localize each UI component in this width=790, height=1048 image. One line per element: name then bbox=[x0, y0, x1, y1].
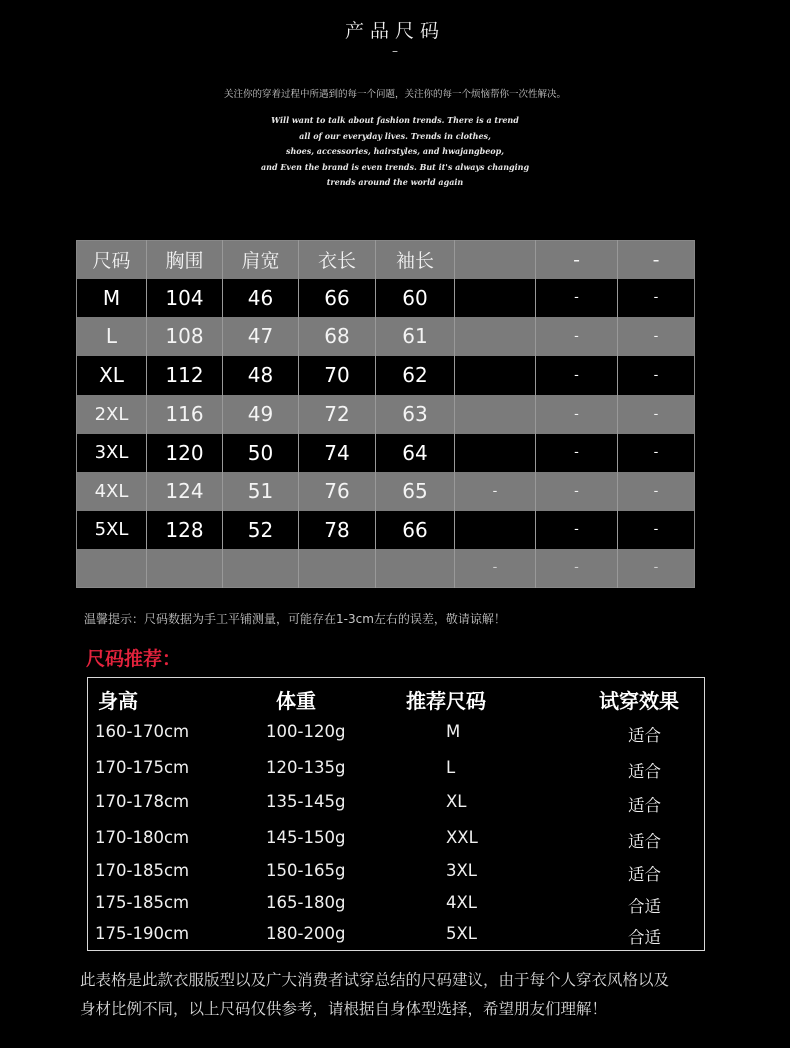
recommend-height: 170-185cm bbox=[95, 861, 190, 880]
cell-shoulder: 46 bbox=[223, 279, 299, 317]
cell-extra-3: - bbox=[618, 434, 695, 472]
recommend-height: 175-185cm bbox=[95, 893, 190, 912]
cell-extra-3: - bbox=[618, 472, 695, 511]
cell-extra-1 bbox=[455, 317, 536, 356]
size-table-row bbox=[77, 511, 695, 549]
cell-extra-1: - bbox=[455, 472, 536, 511]
cell-extra-2: - bbox=[536, 279, 618, 317]
size-table bbox=[76, 240, 695, 588]
cell-shoulder: 48 bbox=[223, 356, 299, 395]
recommend-height: 170-180cm bbox=[95, 828, 190, 847]
recommend-fit: 适合 bbox=[628, 796, 661, 815]
size-table-row bbox=[77, 472, 695, 511]
recommend-fit: 合适 bbox=[628, 928, 661, 947]
cell-chest bbox=[147, 549, 223, 588]
cell-chest: 104 bbox=[147, 279, 223, 317]
cell-sleeve: 64 bbox=[376, 434, 455, 472]
cell-chest: 112 bbox=[147, 356, 223, 395]
cell-extra-2: - bbox=[536, 511, 618, 549]
intro-english-line: trends around the world again bbox=[326, 177, 464, 187]
size-table-row bbox=[77, 279, 695, 317]
cell-length: 76 bbox=[299, 472, 376, 511]
cell-length: 70 bbox=[299, 356, 376, 395]
recommend-fit: 适合 bbox=[628, 726, 661, 745]
recommend-size: 3XL bbox=[446, 861, 477, 880]
recommend-size: 4XL bbox=[446, 893, 477, 912]
cell-extra-2: - bbox=[536, 472, 618, 511]
cell-chest: 120 bbox=[147, 434, 223, 472]
intro-english-text bbox=[0, 113, 790, 191]
recommend-weight: 145-150g bbox=[266, 828, 346, 847]
cell-extra-2: - bbox=[536, 434, 618, 472]
cell-extra-1: - bbox=[455, 549, 536, 588]
cell-extra-3: - bbox=[618, 317, 695, 356]
cell-extra-1 bbox=[455, 511, 536, 549]
cell-size: 3XL bbox=[77, 434, 147, 472]
cell-sleeve: 66 bbox=[376, 511, 455, 549]
recommend-weight: 135-145g bbox=[266, 792, 346, 811]
header-fit-effect: 试穿效果 bbox=[599, 689, 679, 713]
recommend-weight: 165-180g bbox=[266, 893, 346, 912]
recommend-size: XL bbox=[446, 792, 467, 811]
cell-length: 衣长 bbox=[299, 241, 376, 279]
recommend-fit: 适合 bbox=[628, 762, 661, 781]
cell-length: 66 bbox=[299, 279, 376, 317]
intro-english-line: and Even the brand is even trends. But it's always changing bbox=[260, 161, 530, 172]
recommend-height: 160-170cm bbox=[95, 722, 190, 741]
cell-extra-1 bbox=[455, 356, 536, 395]
cell-extra-2: - bbox=[536, 241, 618, 279]
cell-shoulder: 52 bbox=[223, 511, 299, 549]
cell-sleeve: 袖长 bbox=[376, 241, 455, 279]
cell-extra-3: - bbox=[618, 511, 695, 549]
cell-extra-1 bbox=[455, 395, 536, 434]
recommend-row bbox=[88, 722, 704, 752]
footer-disclaimer bbox=[80, 966, 740, 1024]
recommend-height: 175-190cm bbox=[95, 924, 190, 943]
cell-length: 78 bbox=[299, 511, 376, 549]
cell-extra-2: - bbox=[536, 549, 618, 588]
recommend-fit: 合适 bbox=[628, 897, 661, 916]
cell-sleeve: 63 bbox=[376, 395, 455, 434]
header-height: 身高 bbox=[98, 689, 138, 713]
recommend-table bbox=[87, 677, 705, 951]
cell-shoulder: 肩宽 bbox=[223, 241, 299, 279]
cell-size: 5XL bbox=[77, 511, 147, 549]
intro-english-line: shoes, accessories, hairstyles, and hwajangbeop, bbox=[285, 146, 505, 156]
recommend-row bbox=[88, 792, 704, 822]
cell-shoulder: 51 bbox=[223, 472, 299, 511]
cell-extra-1 bbox=[455, 434, 536, 472]
cell-size: 2XL bbox=[77, 395, 147, 434]
cell-length bbox=[299, 549, 376, 588]
cell-shoulder: 47 bbox=[223, 317, 299, 356]
cell-length: 74 bbox=[299, 434, 376, 472]
recommend-weight: 100-120g bbox=[266, 722, 346, 741]
intro-english-line: all of our everyday lives. Trends in clothes, bbox=[299, 130, 491, 141]
cell-sleeve: 62 bbox=[376, 356, 455, 395]
recommend-title: 尺码推荐： bbox=[86, 648, 182, 670]
recommend-weight: 120-135g bbox=[266, 758, 346, 777]
cell-extra-1 bbox=[455, 241, 536, 279]
page-title: 产品尺码 bbox=[344, 20, 445, 42]
recommend-size: 5XL bbox=[446, 924, 477, 943]
cell-chest: 108 bbox=[147, 317, 223, 356]
header-recommended-size: 推荐尺码 bbox=[406, 689, 486, 713]
recommend-size: XXL bbox=[446, 828, 478, 847]
intro-english-line: Will want to talk about fashion trends. There is a trend bbox=[271, 115, 519, 125]
cell-chest: 124 bbox=[147, 472, 223, 511]
cell-extra-3: - bbox=[618, 241, 695, 279]
size-table-header-row bbox=[77, 241, 695, 279]
cell-shoulder bbox=[223, 549, 299, 588]
cell-extra-1 bbox=[455, 279, 536, 317]
footer-line: 身材比例不同，以上尺码仅供参考，请根据自身体型选择，希望朋友们理解！ bbox=[80, 1000, 608, 1018]
cell-chest: 128 bbox=[147, 511, 223, 549]
cell-sleeve: 60 bbox=[376, 279, 455, 317]
cell-extra-2: - bbox=[536, 356, 618, 395]
size-table-row bbox=[77, 395, 695, 434]
cell-extra-2: - bbox=[536, 395, 618, 434]
cell-sleeve bbox=[376, 549, 455, 588]
cell-length: 68 bbox=[299, 317, 376, 356]
header-weight: 体重 bbox=[276, 689, 316, 713]
cell-sleeve: 65 bbox=[376, 472, 455, 511]
recommend-row bbox=[88, 924, 704, 954]
cell-size: 4XL bbox=[77, 472, 147, 511]
cell-size: M bbox=[77, 279, 147, 317]
intro-chinese-text: 关注你的穿着过程中所遇到的每一个问题，关注你的每一个烦恼帮你一次性解决。 bbox=[223, 89, 566, 100]
measurement-note: 温馨提示：尺码数据为手工平铺测量，可能存在1-3cm左右的误差，敬请谅解！ bbox=[84, 612, 506, 626]
recommend-row bbox=[88, 828, 704, 858]
size-table-row bbox=[77, 434, 695, 472]
size-table-row bbox=[77, 356, 695, 395]
title-dash: – bbox=[392, 44, 398, 58]
footer-line: 此表格是此款衣服版型以及广大消费者试穿总结的尺码建议，由于每个人穿衣风格以及 bbox=[80, 971, 670, 989]
cell-size bbox=[77, 549, 147, 588]
cell-size: 尺码 bbox=[77, 241, 147, 279]
recommend-row bbox=[88, 893, 704, 923]
recommend-fit: 适合 bbox=[628, 865, 661, 884]
recommend-row bbox=[88, 861, 704, 891]
cell-extra-3: - bbox=[618, 279, 695, 317]
cell-shoulder: 49 bbox=[223, 395, 299, 434]
recommend-weight: 150-165g bbox=[266, 861, 346, 880]
cell-size: L bbox=[77, 317, 147, 356]
cell-sleeve: 61 bbox=[376, 317, 455, 356]
recommend-row bbox=[88, 758, 704, 788]
recommend-size: L bbox=[446, 758, 456, 777]
recommend-height: 170-175cm bbox=[95, 758, 190, 777]
size-table-row bbox=[77, 549, 695, 588]
recommend-fit: 适合 bbox=[628, 832, 661, 851]
recommend-weight: 180-200g bbox=[266, 924, 346, 943]
cell-extra-2: - bbox=[536, 317, 618, 356]
cell-chest: 116 bbox=[147, 395, 223, 434]
cell-extra-3: - bbox=[618, 356, 695, 395]
cell-length: 72 bbox=[299, 395, 376, 434]
recommend-height: 170-178cm bbox=[95, 792, 190, 811]
cell-extra-3: - bbox=[618, 395, 695, 434]
cell-size: XL bbox=[77, 356, 147, 395]
cell-chest: 胸围 bbox=[147, 241, 223, 279]
cell-shoulder: 50 bbox=[223, 434, 299, 472]
cell-extra-3: - bbox=[618, 549, 695, 588]
size-table-row bbox=[77, 317, 695, 356]
recommend-size: M bbox=[446, 722, 461, 741]
recommend-header-row bbox=[88, 685, 704, 715]
